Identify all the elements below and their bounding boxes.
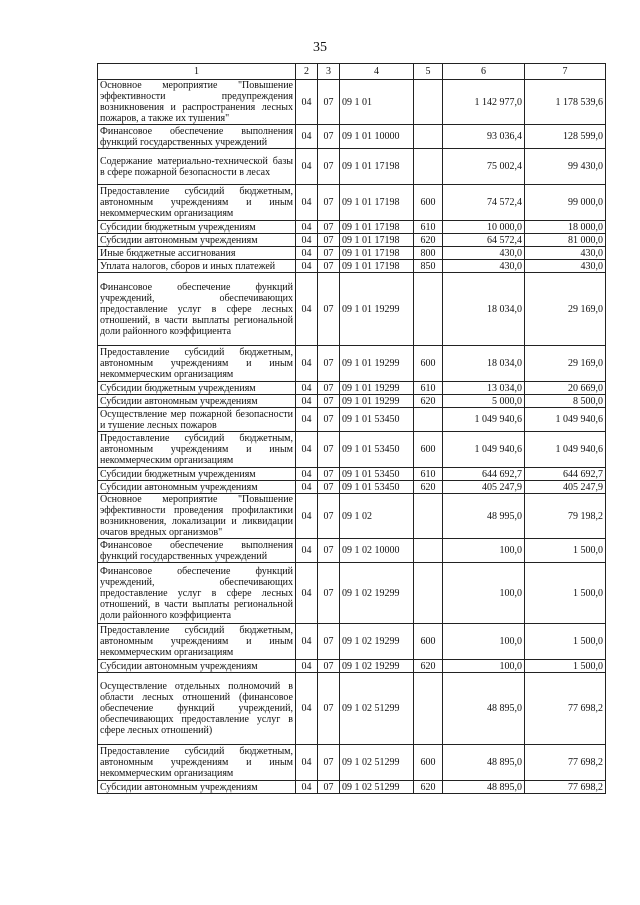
cell-target-code: 09 1 01 53450 (340, 432, 414, 468)
cell-amount-1: 13 034,0 (443, 382, 525, 395)
cell-amount-1: 48 895,0 (443, 745, 525, 781)
cell-amount-2: 29 169,0 (525, 273, 606, 346)
cell-amount-1: 18 034,0 (443, 346, 525, 382)
cell-name: Субсидии автономным учреждениям (98, 660, 296, 673)
table-row (98, 563, 606, 624)
column-header: 5 (414, 64, 443, 80)
cell-section: 04 (296, 80, 318, 125)
cell-expense-type (414, 149, 443, 185)
table-row (98, 346, 606, 382)
cell-expense-type: 600 (414, 745, 443, 781)
cell-expense-type (414, 673, 443, 745)
cell-target-code: 09 1 02 51299 (340, 745, 414, 781)
cell-amount-1: 100,0 (443, 563, 525, 624)
cell-subsection: 07 (318, 260, 340, 273)
cell-amount-2: 1 049 940,6 (525, 432, 606, 468)
cell-target-code: 09 1 01 19299 (340, 395, 414, 408)
cell-name: Финансовое обеспечение выполнения функций государственных учреждений (98, 539, 296, 563)
cell-subsection: 07 (318, 494, 340, 539)
column-header: 1 (98, 64, 296, 80)
cell-section: 04 (296, 494, 318, 539)
table-row (98, 125, 606, 149)
cell-expense-type: 610 (414, 221, 443, 234)
cell-name: Иные бюджетные ассигнования (98, 247, 296, 260)
cell-section: 04 (296, 432, 318, 468)
cell-amount-1: 644 692,7 (443, 468, 525, 481)
cell-amount-2: 77 698,2 (525, 781, 606, 794)
cell-amount-2: 1 500,0 (525, 539, 606, 563)
cell-target-code: 09 1 01 17198 (340, 185, 414, 221)
cell-subsection: 07 (318, 125, 340, 149)
cell-subsection: 07 (318, 481, 340, 494)
cell-amount-1: 430,0 (443, 260, 525, 273)
cell-amount-2: 644 692,7 (525, 468, 606, 481)
cell-name: Финансовое обеспечение функций учреждений, обеспечивающих предоставление услуг в сфере лесных отношений, в части выплаты региональной доли районного коэффициента (98, 563, 296, 624)
cell-section: 04 (296, 673, 318, 745)
cell-subsection: 07 (318, 563, 340, 624)
cell-expense-type (414, 408, 443, 432)
cell-target-code: 09 1 01 53450 (340, 481, 414, 494)
cell-section: 04 (296, 539, 318, 563)
cell-subsection: 07 (318, 273, 340, 346)
cell-amount-2: 128 599,0 (525, 125, 606, 149)
cell-expense-type (414, 539, 443, 563)
cell-name: Основное мероприятие "Повышение эффективности предупреждения возникновения и распространения лесных пожаров, а также их тушения" (98, 80, 296, 125)
cell-subsection: 07 (318, 185, 340, 221)
cell-target-code: 09 1 01 17198 (340, 221, 414, 234)
cell-subsection: 07 (318, 247, 340, 260)
cell-name: Субсидии автономным учреждениям (98, 781, 296, 794)
table-row (98, 432, 606, 468)
cell-expense-type: 600 (414, 346, 443, 382)
cell-section: 04 (296, 247, 318, 260)
cell-expense-type (414, 125, 443, 149)
cell-name: Финансовое обеспечение функций учреждений, обеспечивающих предоставление услуг в сфере лесных отношений, в части выплаты региональной доли районного коэффициента (98, 273, 296, 346)
cell-amount-2: 1 178 539,6 (525, 80, 606, 125)
cell-section: 04 (296, 346, 318, 382)
cell-expense-type: 800 (414, 247, 443, 260)
cell-section: 04 (296, 481, 318, 494)
cell-amount-2: 20 669,0 (525, 382, 606, 395)
table-row (98, 468, 606, 481)
table-row (98, 408, 606, 432)
cell-expense-type: 610 (414, 468, 443, 481)
cell-amount-2: 1 500,0 (525, 563, 606, 624)
cell-name: Предоставление субсидий бюджетным, автономным учреждениям и иным некоммерческим организациям (98, 185, 296, 221)
cell-expense-type: 600 (414, 185, 443, 221)
cell-amount-2: 405 247,9 (525, 481, 606, 494)
cell-section: 04 (296, 149, 318, 185)
cell-name: Предоставление субсидий бюджетным, автономным учреждениям и иным некоммерческим организациям (98, 346, 296, 382)
cell-subsection: 07 (318, 382, 340, 395)
cell-amount-1: 48 995,0 (443, 494, 525, 539)
cell-section: 04 (296, 125, 318, 149)
cell-target-code: 09 1 01 19299 (340, 273, 414, 346)
table-row (98, 247, 606, 260)
table-row (98, 273, 606, 346)
cell-section: 04 (296, 221, 318, 234)
cell-amount-2: 81 000,0 (525, 234, 606, 247)
cell-subsection: 07 (318, 624, 340, 660)
cell-section: 04 (296, 273, 318, 346)
cell-amount-1: 100,0 (443, 624, 525, 660)
cell-name: Субсидии бюджетным учреждениям (98, 221, 296, 234)
cell-amount-2: 8 500,0 (525, 395, 606, 408)
cell-expense-type: 600 (414, 432, 443, 468)
cell-target-code: 09 1 02 10000 (340, 539, 414, 563)
cell-subsection: 07 (318, 673, 340, 745)
cell-amount-2: 29 169,0 (525, 346, 606, 382)
cell-amount-1: 100,0 (443, 539, 525, 563)
cell-expense-type: 850 (414, 260, 443, 273)
cell-target-code: 09 1 02 19299 (340, 563, 414, 624)
column-header: 6 (443, 64, 525, 80)
cell-target-code: 09 1 01 19299 (340, 382, 414, 395)
cell-subsection: 07 (318, 234, 340, 247)
table-row (98, 80, 606, 125)
table-row (98, 382, 606, 395)
cell-section: 04 (296, 563, 318, 624)
cell-expense-type: 610 (414, 382, 443, 395)
cell-subsection: 07 (318, 745, 340, 781)
cell-amount-1: 74 572,4 (443, 185, 525, 221)
cell-expense-type: 620 (414, 781, 443, 794)
cell-subsection: 07 (318, 432, 340, 468)
cell-section: 04 (296, 745, 318, 781)
column-header: 7 (525, 64, 606, 80)
table-row (98, 221, 606, 234)
cell-amount-1: 1 049 940,6 (443, 408, 525, 432)
cell-target-code: 09 1 01 17198 (340, 234, 414, 247)
table-row (98, 185, 606, 221)
cell-name: Осуществление отдельных полномочий в области лесных отношений (финансовое обеспечение функций учреждений, обеспечивающих предоставление услуг в сфере лесных отношений) (98, 673, 296, 745)
cell-section: 04 (296, 468, 318, 481)
cell-amount-1: 10 000,0 (443, 221, 525, 234)
cell-section: 04 (296, 234, 318, 247)
table-row (98, 234, 606, 247)
cell-amount-2: 18 000,0 (525, 221, 606, 234)
cell-subsection: 07 (318, 539, 340, 563)
table-row (98, 660, 606, 673)
cell-subsection: 07 (318, 781, 340, 794)
cell-subsection: 07 (318, 408, 340, 432)
table-row (98, 745, 606, 781)
cell-target-code: 09 1 02 19299 (340, 624, 414, 660)
cell-amount-2: 430,0 (525, 247, 606, 260)
cell-amount-1: 405 247,9 (443, 481, 525, 494)
cell-expense-type (414, 563, 443, 624)
cell-amount-2: 99 000,0 (525, 185, 606, 221)
cell-expense-type (414, 80, 443, 125)
cell-expense-type: 620 (414, 481, 443, 494)
cell-name: Предоставление субсидий бюджетным, автономным учреждениям и иным некоммерческим организациям (98, 745, 296, 781)
cell-name: Субсидии автономным учреждениям (98, 395, 296, 408)
table-row (98, 260, 606, 273)
cell-expense-type: 620 (414, 234, 443, 247)
cell-amount-2: 430,0 (525, 260, 606, 273)
table-row (98, 149, 606, 185)
cell-target-code: 09 1 02 51299 (340, 673, 414, 745)
cell-amount-1: 1 142 977,0 (443, 80, 525, 125)
cell-amount-1: 93 036,4 (443, 125, 525, 149)
cell-amount-2: 77 698,2 (525, 673, 606, 745)
cell-expense-type: 620 (414, 395, 443, 408)
table-row (98, 781, 606, 794)
cell-amount-2: 79 198,2 (525, 494, 606, 539)
cell-section: 04 (296, 382, 318, 395)
cell-section: 04 (296, 408, 318, 432)
cell-subsection: 07 (318, 395, 340, 408)
cell-amount-1: 64 572,4 (443, 234, 525, 247)
table-row (98, 494, 606, 539)
cell-expense-type: 620 (414, 660, 443, 673)
cell-amount-1: 75 002,4 (443, 149, 525, 185)
cell-subsection: 07 (318, 346, 340, 382)
cell-target-code: 09 1 01 17198 (340, 247, 414, 260)
cell-name: Предоставление субсидий бюджетным, автономным учреждениям и иным некоммерческим организациям (98, 624, 296, 660)
cell-expense-type (414, 494, 443, 539)
cell-subsection: 07 (318, 80, 340, 125)
cell-amount-2: 77 698,2 (525, 745, 606, 781)
column-header: 2 (296, 64, 318, 80)
cell-name: Уплата налогов, сборов и иных платежей (98, 260, 296, 273)
cell-subsection: 07 (318, 149, 340, 185)
cell-subsection: 07 (318, 660, 340, 673)
table-row (98, 539, 606, 563)
cell-amount-1: 1 049 940,6 (443, 432, 525, 468)
table-row (98, 481, 606, 494)
table-row (98, 624, 606, 660)
cell-section: 04 (296, 260, 318, 273)
header-row (98, 64, 606, 80)
cell-amount-2: 1 500,0 (525, 660, 606, 673)
budget-table (97, 63, 606, 794)
cell-name: Осуществление мер пожарной безопасности и тушение лесных пожаров (98, 408, 296, 432)
cell-section: 04 (296, 185, 318, 221)
cell-amount-2: 1 049 940,6 (525, 408, 606, 432)
cell-amount-1: 430,0 (443, 247, 525, 260)
column-header: 3 (318, 64, 340, 80)
column-header: 4 (340, 64, 414, 80)
cell-target-code: 09 1 01 17198 (340, 149, 414, 185)
cell-target-code: 09 1 01 10000 (340, 125, 414, 149)
cell-amount-1: 48 895,0 (443, 781, 525, 794)
cell-expense-type: 600 (414, 624, 443, 660)
cell-name: Субсидии автономным учреждениям (98, 234, 296, 247)
cell-name: Субсидии бюджетным учреждениям (98, 468, 296, 481)
cell-target-code: 09 1 01 53450 (340, 468, 414, 481)
cell-amount-2: 1 500,0 (525, 624, 606, 660)
cell-amount-1: 48 895,0 (443, 673, 525, 745)
cell-name: Основное мероприятие "Повышение эффективности проведения профилактики возникновения, локализации и ликвидации очагов вредных организмов" (98, 494, 296, 539)
cell-section: 04 (296, 660, 318, 673)
cell-amount-1: 18 034,0 (443, 273, 525, 346)
cell-section: 04 (296, 781, 318, 794)
cell-target-code: 09 1 01 17198 (340, 260, 414, 273)
cell-section: 04 (296, 624, 318, 660)
cell-amount-2: 99 430,0 (525, 149, 606, 185)
cell-subsection: 07 (318, 221, 340, 234)
cell-target-code: 09 1 02 (340, 494, 414, 539)
cell-target-code: 09 1 01 (340, 80, 414, 125)
cell-name: Субсидии автономным учреждениям (98, 481, 296, 494)
table-row (98, 673, 606, 745)
cell-name: Предоставление субсидий бюджетным, автономным учреждениям и иным некоммерческим организациям (98, 432, 296, 468)
cell-amount-1: 5 000,0 (443, 395, 525, 408)
cell-target-code: 09 1 01 19299 (340, 346, 414, 382)
cell-expense-type (414, 273, 443, 346)
cell-target-code: 09 1 02 19299 (340, 660, 414, 673)
cell-name: Содержание материально-технической базы в сфере пожарной безопасности в лесах (98, 149, 296, 185)
cell-name: Субсидии бюджетным учреждениям (98, 382, 296, 395)
table-body (98, 80, 606, 794)
cell-target-code: 09 1 01 53450 (340, 408, 414, 432)
cell-amount-1: 100,0 (443, 660, 525, 673)
page-number: 35 (313, 40, 327, 55)
table-row (98, 395, 606, 408)
cell-name: Финансовое обеспечение выполнения функций государственных учреждений (98, 125, 296, 149)
cell-target-code: 09 1 02 51299 (340, 781, 414, 794)
cell-subsection: 07 (318, 468, 340, 481)
cell-section: 04 (296, 395, 318, 408)
